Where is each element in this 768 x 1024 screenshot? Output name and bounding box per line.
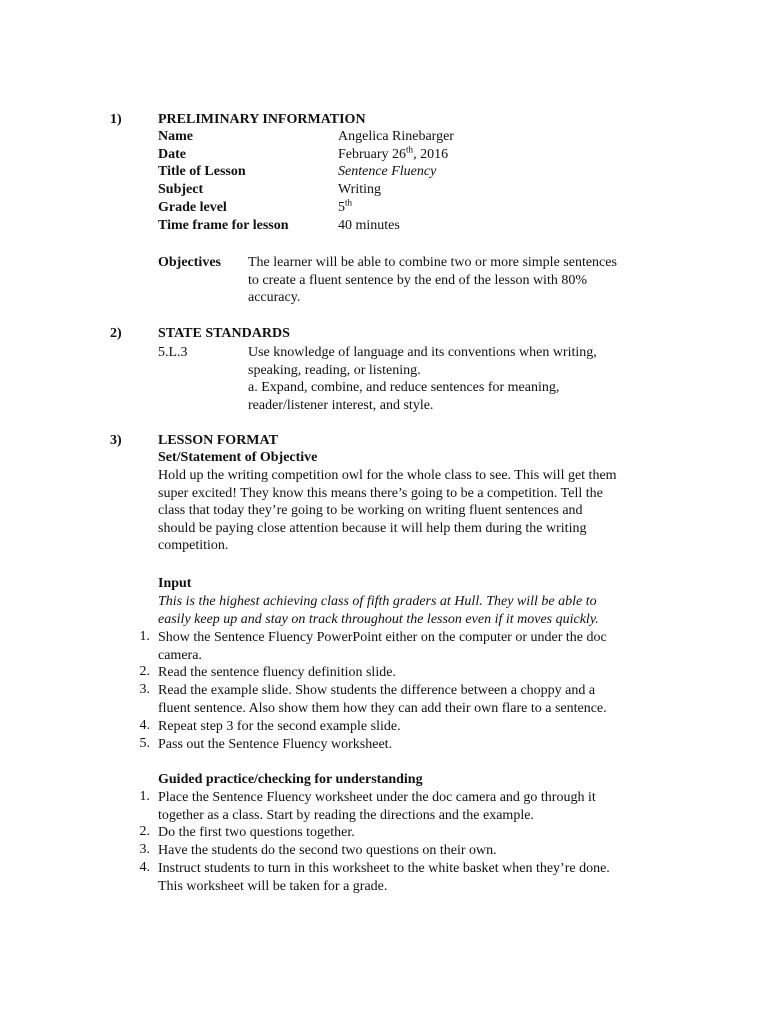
section-3-number: 3) — [110, 433, 122, 448]
objectives-text — [248, 254, 617, 307]
section-3-title: LESSON FORMAT — [158, 433, 278, 448]
date-suffix: th — [406, 144, 414, 155]
standard-line: reader/listener interest, and style. — [248, 397, 434, 413]
set-line: competition. — [158, 538, 229, 554]
list-item-line: fluent sentence. Also show them how they can add their own flare to a sentence. — [158, 700, 607, 716]
section-1-title: PRELIMINARY INFORMATION — [158, 112, 366, 127]
standard-line: Use knowledge of language and its conventions when writing, — [248, 345, 597, 360]
guided-heading: Guided practice/checking for understanding — [158, 772, 423, 787]
section-2-number: 2) — [110, 326, 122, 341]
set-line: should be paying close attention because it will help them during the writing — [158, 520, 587, 536]
list-number: 2. — [139, 824, 150, 839]
list-item — [158, 629, 607, 664]
standard-code: 5.L.3 — [158, 345, 188, 360]
list-number: 1. — [139, 629, 150, 644]
objectives-line: to create a fluent sentence by the end of the lesson with 80% — [248, 272, 587, 288]
field-label: Grade level — [158, 200, 227, 215]
objectives-label: Objectives — [158, 255, 221, 270]
list-number: 4. — [139, 860, 150, 875]
set-line: super excited! They know this means there’s going to be a competition. Tell the — [158, 485, 603, 501]
list-number: 1. — [139, 789, 150, 804]
standard-text — [248, 344, 597, 414]
input-heading: Input — [158, 576, 192, 591]
list-item-line: camera. — [158, 647, 202, 663]
field-label: Date — [158, 147, 186, 162]
list-item — [158, 736, 392, 754]
list-item-line: Read the example slide. Show students the difference between a choppy and a — [158, 683, 596, 698]
field-value: Angelica Rinebarger — [338, 129, 454, 144]
standard-line: a. Expand, combine, and reduce sentences for meaning, — [248, 380, 560, 396]
list-number: 5. — [139, 736, 150, 751]
section-1-number: 1) — [110, 112, 122, 127]
field-label: Subject — [158, 182, 204, 197]
list-item-line: Have the students do the second two questions on their own. — [158, 843, 497, 858]
date-main: February 26 — [338, 147, 407, 162]
list-item — [158, 842, 497, 860]
field-label: Title of Lesson — [158, 164, 246, 179]
field-value: Writing — [338, 182, 381, 197]
list-item-line: Do the first two questions together. — [158, 825, 355, 840]
list-item-line: This worksheet will be taken for a grade. — [158, 878, 388, 894]
input-note — [158, 593, 599, 628]
grade-suffix: th — [345, 197, 353, 208]
list-number: 4. — [139, 718, 150, 733]
list-item — [158, 860, 610, 895]
list-item-line: Show the Sentence Fluency PowerPoint either on the computer or under the doc — [158, 630, 607, 645]
field-value — [338, 197, 353, 216]
grade-number: 5 — [338, 200, 345, 215]
list-item — [158, 682, 607, 717]
set-paragraph — [158, 467, 617, 555]
list-item — [158, 718, 401, 736]
field-value: Sentence Fluency — [338, 164, 437, 179]
set-line: class that today they’re going to be working on writing fluent sentences and — [158, 503, 583, 519]
list-item-line: Place the Sentence Fluency worksheet under the doc camera and go through it — [158, 790, 596, 805]
standard-line: speaking, reading, or listening. — [248, 362, 421, 378]
objectives-line: accuracy. — [248, 290, 301, 306]
input-note-line: easily keep up and stay on track throughout the lesson even if it moves quickly. — [158, 611, 599, 627]
list-item — [158, 824, 355, 842]
list-item — [158, 664, 396, 682]
list-item-line: Pass out the Sentence Fluency worksheet. — [158, 737, 393, 752]
date-year: , 2016 — [413, 147, 449, 162]
list-item-line: Instruct students to turn in this worksheet to the white basket when they’re done. — [158, 861, 610, 876]
list-item-line: Repeat step 3 for the second example slide. — [158, 719, 401, 734]
field-label: Time frame for lesson — [158, 218, 289, 233]
field-value: 40 minutes — [338, 218, 400, 233]
list-number: 2. — [139, 664, 150, 679]
list-item — [158, 789, 596, 824]
input-note-line: This is the highest achieving class of fifth graders at Hull. They will be able to — [158, 594, 597, 609]
section-2-title: STATE STANDARDS — [158, 326, 290, 341]
list-item-line: together as a class. Start by reading the directions and the example. — [158, 807, 534, 823]
field-value — [338, 144, 449, 163]
set-heading: Set/Statement of Objective — [158, 450, 318, 465]
objectives-line: The learner will be able to combine two or more simple sentences — [248, 255, 617, 270]
list-item-line: Read the sentence fluency definition slide. — [158, 665, 396, 680]
field-label: Name — [158, 129, 193, 144]
list-number: 3. — [139, 682, 150, 697]
set-line: Hold up the writing competition owl for the whole class to see. This will get them — [158, 468, 617, 483]
list-number: 3. — [139, 842, 150, 857]
